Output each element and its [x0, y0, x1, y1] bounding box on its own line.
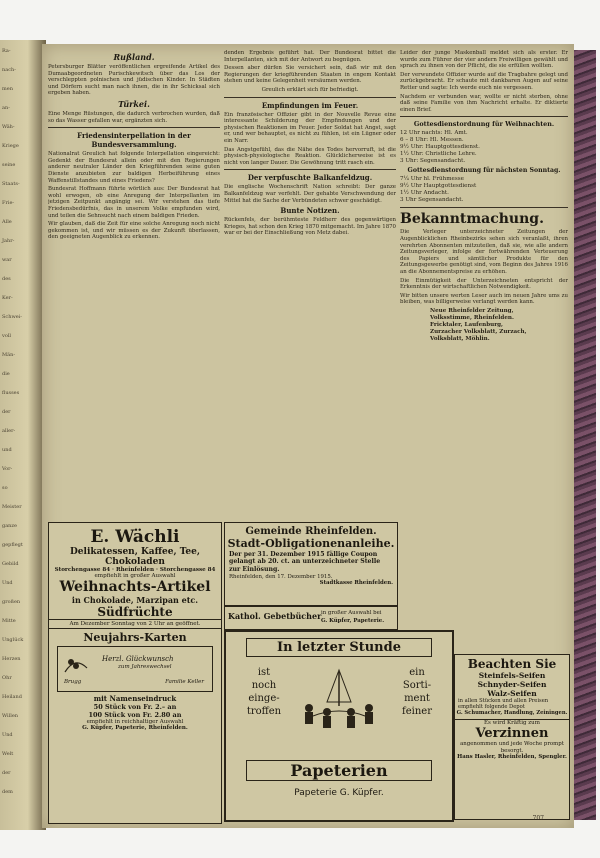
ad-papeterie-left-word: noch: [251, 680, 277, 691]
ad-waechli-nameprint: mit Namenseindruck: [93, 694, 177, 703]
ad-papeterie-right-word: ment: [404, 693, 430, 704]
article-text: denden Ergebnis geführt hat. Der Bundesrat bittet die Interpellanten, sich mit der Antwort zu begnügen.: [224, 50, 396, 63]
article-title-bunte-notizen: Bunte Notizen.: [280, 206, 340, 216]
card-text-2: zum Jahreswechsel: [118, 664, 172, 670]
ad-waechli-recommends2: empfiehlt in reichhaltiger Auswahl: [86, 719, 184, 725]
left-page-fragment: voll: [2, 333, 12, 339]
bekanntmachung-title: Bekanntmachung.: [400, 211, 544, 228]
newspaper-item: Volksstimme, Rheinfelden.: [430, 314, 514, 321]
ad-gemeinde-body: Der per 31. Dezember 1915 fällige Coupon gelangt ab 20. ct. an unterzeichneter Stelle zur Einlösung.: [229, 551, 381, 573]
left-page-fragment: gepflegt: [2, 542, 23, 548]
service-item: 3 Uhr: Segensandacht.: [400, 158, 466, 165]
article-text: Die Einmütigkeit der Unterzeichneten entspricht der Erkenntnis der wirtschaftlichen Notwendigkeit.: [400, 277, 568, 291]
left-page-fragment: Vor-: [2, 466, 13, 472]
left-page-fragment: Alle: [2, 219, 12, 225]
newspaper-item: Volksblatt, Möhlin.: [430, 335, 490, 342]
left-page-fragment: Ohr: [2, 675, 12, 681]
ad-seifen-seller: G. Schumacher, Handlung, Zeiningen.: [456, 710, 568, 717]
ad-waechli-fruits: Südfrüchte: [97, 605, 173, 619]
card-text-1: Herzl. Glückwunsch: [102, 655, 174, 663]
children-dancing-illustration: [293, 666, 385, 730]
ad-waechli-address: Storchengasse 84 · Rheinfelden · Storchengasse 84: [54, 567, 216, 573]
newspaper-item: Neue Rheinfelder Zeitung,: [430, 307, 514, 314]
ad-waechli-name: E. Wächli: [90, 527, 180, 547]
left-page-fragment: Und: [2, 732, 13, 738]
ad-papeterie-right: [388, 666, 446, 718]
article-title-balkanfeldzug: Der verpfuschte Balkanfeldzug.: [247, 173, 373, 183]
left-page-fragment: Gebild: [2, 561, 19, 567]
article-text: Die Verleger unterzeichneter Zeitungen der Augenblicklichen Rheinbezirks sehen sich veranlaßt, ihren verehrten Abonnenten mitzuteilen, daß sie, wie alle andern Zeitungsverleger, infolge der fortwährenden Verteuerung des Papiers und sämtlicher Produkte für den Zeitungsgewerbe genötigt sind, vom Beginn des Jahres 1916 an die Abonnementspreise zu erhöhen.: [400, 229, 568, 275]
services2-list: [400, 176, 568, 204]
left-page-fragment: Herzen: [2, 656, 21, 662]
ad-papeterie-top: In letzter Stunde: [246, 638, 432, 657]
left-page-fragment: Und: [2, 580, 13, 586]
ad-seifen-seller2: Hans Hasler, Rheinfelden, Spengler.: [457, 754, 567, 761]
column-2: [224, 50, 396, 520]
left-page-edge: [0, 40, 46, 830]
left-page-text-fragments: [0, 48, 40, 828]
left-page-fragment: Kriege: [2, 143, 19, 149]
left-page-fragment: Welt: [2, 751, 14, 757]
left-page-fragment: Staats-: [2, 181, 20, 187]
left-page-fragment: Heiland: [2, 694, 22, 700]
ad-waechli-footer: G. Küpfer, Papeterie, Rheinfelden.: [82, 725, 188, 731]
column-1: [48, 50, 220, 520]
ad-waechli-headline: Weihnachts-Artikel: [59, 579, 211, 595]
article-title-tuerkei: Türkei.: [118, 98, 150, 109]
ad-seifen-line1: Steinfels-Seifen: [478, 671, 546, 680]
ad-seifen-body2: angenommen und jede Woche prompt besorgt.: [460, 741, 564, 754]
newspaper-item: Zurzacher Volksblatt, Zurzach,: [430, 328, 527, 335]
article-text: Wir glauben, daß die Zeit für eine solche Anregung noch nicht gekommen ist, und wir müssen es der Zukunft überlassen, den geeigneten Augenblick zu erkennen.: [48, 221, 220, 241]
left-page-fragment: der: [2, 770, 11, 776]
article-text: Das Angstgefühl, das die Nähe des Todes hervorruft, ist die physisch-physiologische Reaktion. Glücklicherweise ist es nicht von langer Dauer. Die Gewöhnung tritt rasch ein.: [224, 146, 396, 166]
article-text: Eine Menge Rüstungen, die dadurch verbrochen wurden, daß so das Wasser gefallen war, ergänzten sich.: [48, 110, 220, 124]
article-title-friedensinterpellation: Friedensinterpellation in der Bundesversammlung.: [77, 131, 191, 150]
left-page-fragment: des: [2, 276, 11, 282]
left-page-fragment: men: [2, 86, 13, 92]
ad-gemeinde-title: Gemeinde Rheinfelden.: [245, 526, 377, 537]
article-title-empfindungen: Empfindungen im Feuer.: [261, 100, 359, 110]
ad-waechli-price2: 100 Stück von Fr. 2.80 an: [88, 711, 182, 719]
ad-waechli-price1: 50 Stück von Fr. 2.– an: [93, 703, 177, 711]
ad-waechli-line1: Delikatessen, Kaffee, Tee,: [70, 547, 200, 557]
ad-gemeinde-signer: Stadtkasse Rheinfelden.: [319, 580, 393, 587]
ad-papeterie-right-word: ein: [409, 667, 425, 678]
article-text: Wir bitten unsere werten Leser auch im neuen Jahre ums zu bleiben, was billigerweise verlangt werden kann.: [400, 292, 568, 306]
ad-seifen-line3: Walz-Seifen: [487, 689, 537, 698]
left-page-fragment: die: [2, 371, 10, 377]
card-sign-2: Familie Keller: [165, 679, 204, 685]
ad-seifen-seal: Es wird Kräftig zum: [455, 719, 569, 726]
article-text: Rückenfels, der berühmteste Feldherr des gegenwärtigen Krieges, hat schon den Krieg 1870 mitgemacht. Im Jahre 1870 war er bei der Einschließung von Metz dabei.: [224, 217, 396, 237]
ad-gebetbuecher: [224, 606, 398, 630]
left-page-fragment: Wäh-: [2, 124, 15, 130]
column-3: [400, 50, 568, 650]
service-item: 1½ Uhr Andacht.: [400, 190, 449, 197]
ad-gemeinde: [224, 522, 398, 606]
service-item: 9½ Uhr: Hauptgottesdienst.: [400, 144, 480, 151]
left-page-fragment: flusses: [2, 390, 20, 396]
article-text: Greulich erklärt sich für befriedigt.: [261, 86, 359, 93]
ad-papeterie-right-word: Sorti-: [402, 680, 432, 691]
left-page-fragment: so: [2, 485, 8, 491]
ad-gebet-signer: G. Küpfer, Papeterie.: [321, 618, 385, 624]
ad-papeterie-bottom: Papeterie G. Küpfer.: [294, 788, 384, 798]
ad-seifen-line2: Schnyder-Seifen: [477, 680, 547, 689]
service-item: 7¼ Uhr hl. Frühmesse: [400, 176, 464, 183]
holly-illustration: [61, 650, 91, 680]
service-item: 12 Uhr nachts: Hl. Amt.: [400, 130, 468, 137]
ad-waechli-recommends: empfiehlt in großer Auswahl: [94, 573, 176, 579]
ad-gebet-body: in großer Auswahl bei: [321, 610, 382, 616]
newspaper-item: Fricktaler, Laufenburg,: [430, 321, 503, 328]
left-page-fragment: Willen: [2, 713, 19, 719]
left-page-fragment: dem: [2, 789, 13, 795]
service-item: 3 Uhr Segensandacht.: [400, 197, 464, 204]
ad-papeterie-right-word: feiner: [402, 706, 432, 717]
services2-title: Gottesdienstordnung für nächsten Sonntag.: [407, 167, 561, 175]
left-page-fragment: ganze: [2, 523, 17, 529]
service-item: 9½ Uhr Hauptgottesdienst: [400, 183, 477, 190]
ad-waechli-sub: in Chokolade, Marzipan etc.: [71, 595, 199, 605]
service-item: 1½ Uhr: Christliche Lehre.: [400, 151, 477, 158]
left-page-fragment: Ra-: [2, 48, 11, 54]
ad-papeterie-left-word: einge-: [248, 693, 280, 704]
newspaper-page: [42, 44, 574, 828]
left-page-fragment: seine: [2, 162, 16, 168]
card-sign-1: Brugg: [64, 679, 82, 685]
left-page-fragment: Män-: [2, 352, 16, 358]
left-page-fragment: an-: [2, 105, 10, 111]
article-text: Der verwundete Offizier wurde auf die Tragbahre gelegt und zurückgebracht. Er schaute mit dankbaren Augen auf seine Retter und sagte: Ich werde euch nie vergessen.: [400, 71, 568, 91]
ad-papeterie-big: Papeterien: [246, 760, 432, 781]
ad-papeterie-left-word: ist: [257, 667, 271, 678]
ad-seifen-title: Beachten Sie: [467, 657, 557, 671]
article-text: Ein französischer Offizier gibt in der Nouvelle Revue eine interessante Schilderung der Empfindungen und der physischen Reaktionen im Feuer. Jeder Soldat hat Angst, sagt er, und wer behauptet, es nicht zu fühlen, ist ein Lügner oder ein Narr.: [224, 111, 396, 144]
article-title-russland: Rußland.: [113, 52, 155, 62]
ad-gemeinde-headline: Stadt-Obligationenanleihe.: [227, 537, 395, 550]
left-page-fragment: Mitte: [2, 618, 16, 624]
article-text: Die englische Wochenschrift Nation schreibt: Der ganze Balkanfeldzug war verfehlt. Der gehabte Verschwendung der Mittel hat die Sache der Verbündeten schwer geschädigt.: [224, 184, 396, 204]
greeting-card-sample: [57, 646, 213, 692]
service-item: 6 – 8 Uhr: Hl. Messen.: [400, 137, 464, 144]
left-page-fragment: Frie-: [2, 200, 15, 206]
left-page-fragment: der: [2, 409, 11, 415]
left-page-fragment: nach-: [2, 67, 16, 73]
ad-gebet-title: Kathol. Gebetbücher: [228, 611, 322, 621]
ad-waechli-sunday: Am Dezember Sonntag von 2 Uhr an geöffnet.: [49, 619, 221, 629]
left-page-fragment: Meister: [2, 504, 22, 510]
left-page-fragment: Unglück: [2, 637, 24, 643]
page-number: 707: [532, 815, 544, 822]
ad-papeterie-left-word: troffen: [246, 706, 282, 717]
ad-seifen-body: in allen Stücken und allen Preisen empfiehlt folgende Depot: [458, 698, 549, 711]
left-page-fragment: Schwei-: [2, 314, 22, 320]
article-text: Bundesrat Hoffmann führte wörtlich aus: Der Bundesrat hat wohl erwogen, ob eine Anregung der Interpellanten im jetzigen Zeitpunkt angängig sei. Wir verstehen das tiefe Friedensbedürfnis, das in unserem Volke empfunden wird, und teilen die Sehnsucht nach einem baldigen Frieden.: [48, 186, 220, 219]
ad-seifen-verzinnen: Verzinnen: [475, 726, 549, 742]
article-text: Dessen aber dürfen Sie versichert sein, daß wir mit den Regierungen der kriegführenden Staaten in engem Kontakt stehen und keine Gelegenheit versäumen werden.: [224, 65, 396, 85]
ad-waechli-cards: Neujahrs-Karten: [83, 631, 187, 644]
newspaper-list: [400, 308, 568, 343]
ad-papeterie-left: [238, 666, 290, 718]
left-page-fragment: Ker-: [2, 295, 13, 301]
left-page-fragment: großen: [2, 599, 21, 605]
ad-seifen: [454, 654, 570, 820]
left-page-fragment: aller-: [2, 428, 16, 434]
services-title: Gottesdienstordnung für Weihnachten.: [413, 120, 555, 129]
article-text: Petersburger Blätter veröffentlichen ergreifende Artikel des Dumaabgeordneten Purischkewitsch über das Los der verschleppten polnischen und jüdischen Kinder. In Städten und Dörfern sucht man nach ihnen, die in ihr Schicksal sich ergeben haben.: [48, 64, 220, 97]
left-page-fragment: und: [2, 447, 12, 453]
ad-papeterie: [224, 630, 454, 822]
ad-waechli-line2: Chokoladen: [105, 557, 165, 567]
services-list: [400, 130, 568, 165]
ad-gemeinde-date: Rheinfelden, den 17. Dezember 1915.: [229, 574, 333, 581]
article-text: Nationalrat Greulich hat folgende Interpellation eingereicht: Gedenkt der Bundesrat allein oder mit den Regierungen anderer neutraler Länder den Kriegführenden seine guten Dienste anzubieten zur baldigen Herbeiführung eines Waffenstillstandes und eines Friedens?: [48, 151, 220, 184]
article-text: Nachdem er verbunden war, wollte er nicht sterben, ohne daß seine Familie von ihm Nachricht erhalte. Er diktierte einen Brief.: [400, 93, 568, 113]
article-text: Leider der junge Maskenball meldet sich als erster. Er wurde zum Führer der vier andern Freiwilligen gewählt und sprach zu ihnen von der Pflicht, die sie erfüllen wollten.: [400, 50, 568, 70]
left-page-fragment: war: [2, 257, 12, 263]
left-page-fragment: Jahr-: [2, 238, 15, 244]
ad-waechli: [48, 522, 222, 824]
